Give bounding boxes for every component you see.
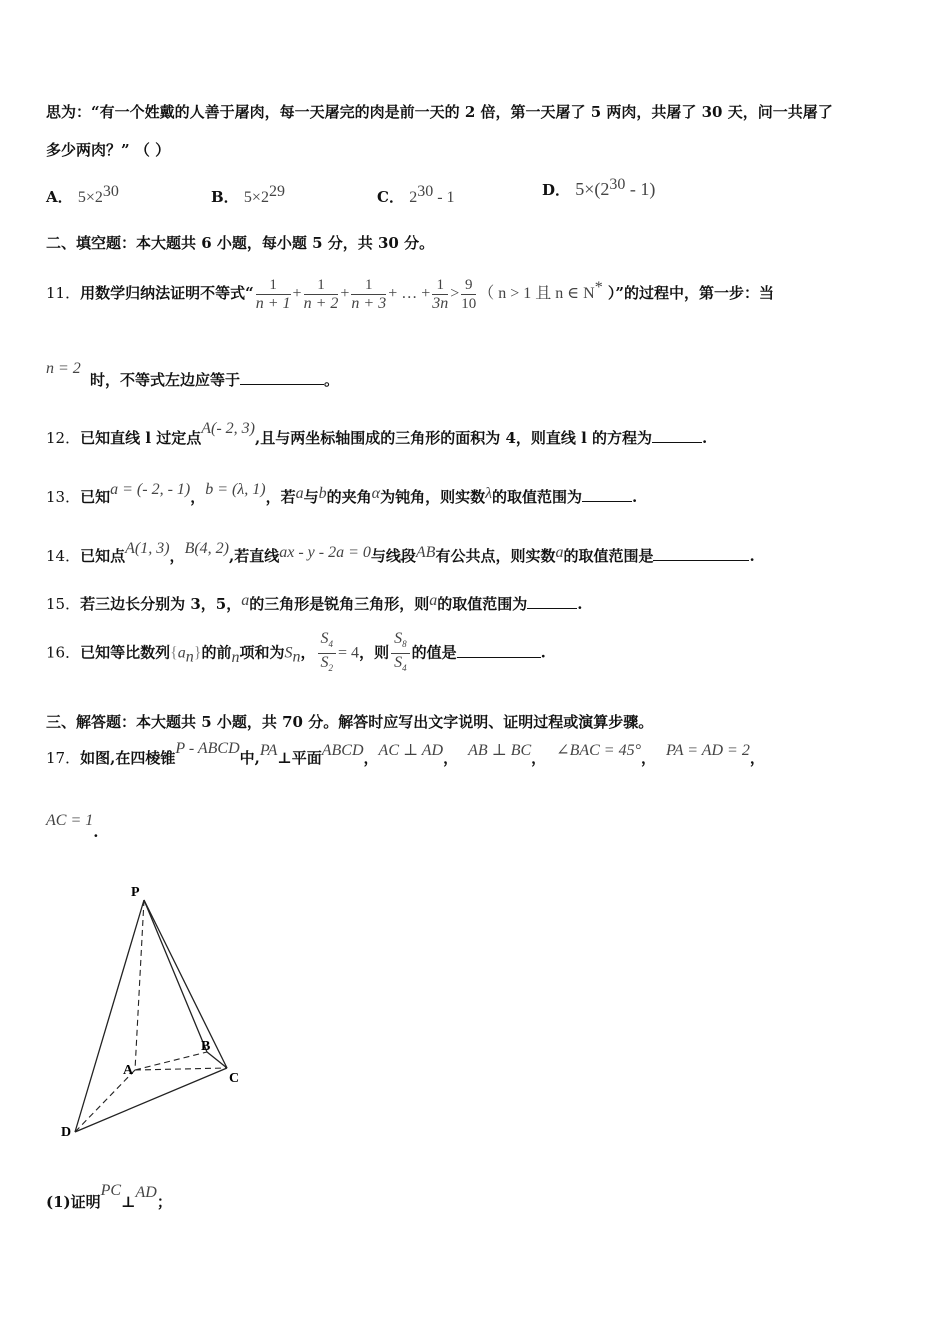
pyramid-figure (55, 880, 265, 1140)
q11-n2: n = 2 (46, 360, 81, 377)
q10-line1: 思为：“有一个姓戴的人善于屠肉，每一天屠完的肉是前一天的 2 倍，第一天屠了 5 两肉，共屠了 30 天，问一共屠了 (46, 103, 833, 121)
edge-bc (207, 1052, 227, 1068)
q14: 14．已知点A(1, 3)，B(4, 2),若直线ax - y - 2a = 0与线段AB有公共点，则实数a的取值范围是 . (46, 540, 755, 565)
frac-s4-s2: $\frac{S_4}{S_2}$ (318, 630, 337, 677)
option-c[interactable]: C． $2^{30} - 1$ (377, 183, 455, 206)
edge-dc (75, 1068, 227, 1132)
q15: 15．若三边长分别为 3，5，a的三角形是锐角三角形，则a的取值范围为 . (46, 592, 583, 613)
edge-ab (135, 1052, 207, 1070)
q15-answer-blank[interactable] (527, 594, 577, 609)
label-d: D (61, 1125, 72, 1140)
edge-pc (144, 900, 227, 1068)
edge-pd (75, 900, 144, 1132)
option-b[interactable]: B． $5\times 2^{29}$ (211, 183, 285, 206)
option-d[interactable]: D． $5\times(2^{30} - 1)$ (542, 176, 656, 199)
part1: (1)证明PC⊥AD； (46, 1182, 172, 1211)
frac-4: $\frac{1}{3n}$ (432, 276, 449, 312)
q14-answer-blank[interactable] (653, 546, 749, 561)
q10-line2: 多少两肉？” （ ） (46, 141, 171, 159)
section2-heading: 二、填空题：本大题共 6 小题，每小题 5 分，共 30 分。 (46, 234, 435, 252)
frac-1: $\frac{1}{n + 1}$ (255, 276, 291, 312)
q11: 11．用数学归纳法证明不等式“ $\frac{1}{n + 1}$ + $\frac{1}{n + 2}$ + $\frac{1}{n + 3}$ + … + $\frac{1}{3n}$ > $\frac{9}{10}$ （ n > 1 且 n ∈ N* ）”的过程中，第一步：当 (46, 276, 775, 312)
section3-heading: 三、解答题：本大题共 5 小题，共 70 分。解答时应写出文字说明、证明过程或演算步骤。 (46, 713, 654, 731)
q11-answer-blank[interactable] (240, 370, 324, 385)
frac-s8-s4: $\frac{S_8}{S_4}$ (391, 630, 410, 677)
label-c: C (229, 1071, 240, 1086)
q12: 12．已知直线 l 过定点A(- 2, 3),且与两坐标轴围成的三角形的面积为 4，则直线 l 的方程为 . (46, 420, 708, 447)
q11-line2: 时，不等式左边应等于 。 (90, 371, 340, 389)
label-b: B (201, 1039, 211, 1054)
q17: 17．如图,在四棱锥P - ABCD中,PA⊥平面ABCD，AC ⊥ AD， AB ⊥ BC， ∠BAC = 45°， PA = AD = 2， (46, 740, 765, 767)
frac-5: $\frac{9}{10}$ (461, 276, 477, 312)
frac-3: $\frac{1}{n + 3}$ (351, 276, 387, 312)
q12-answer-blank[interactable] (652, 428, 702, 443)
q13: 13．已知a = (- 2, - 1)，b = (λ, 1)，若a与b的夹角α为钝角，则实数λ的取值范围为 . (46, 481, 638, 506)
label-p: P (131, 885, 140, 900)
q16: 16．已知等比数列$\{a_n\}$的前n项和为$S_n$， $\frac{S_4}{S_2}$ = 4，则 $\frac{S_8}{S_4}$ 的值是 . (46, 630, 546, 678)
edge-pb (144, 900, 207, 1052)
option-a[interactable]: A． $5\times 2^{30}$ (46, 183, 119, 206)
frac-2: $\frac{1}{n + 2}$ (303, 276, 339, 312)
q17-ac: AC = 1. (46, 812, 99, 841)
label-a: A (123, 1063, 134, 1078)
q13-answer-blank[interactable] (582, 487, 632, 502)
edge-ac (135, 1068, 227, 1070)
q16-answer-blank[interactable] (457, 643, 541, 658)
